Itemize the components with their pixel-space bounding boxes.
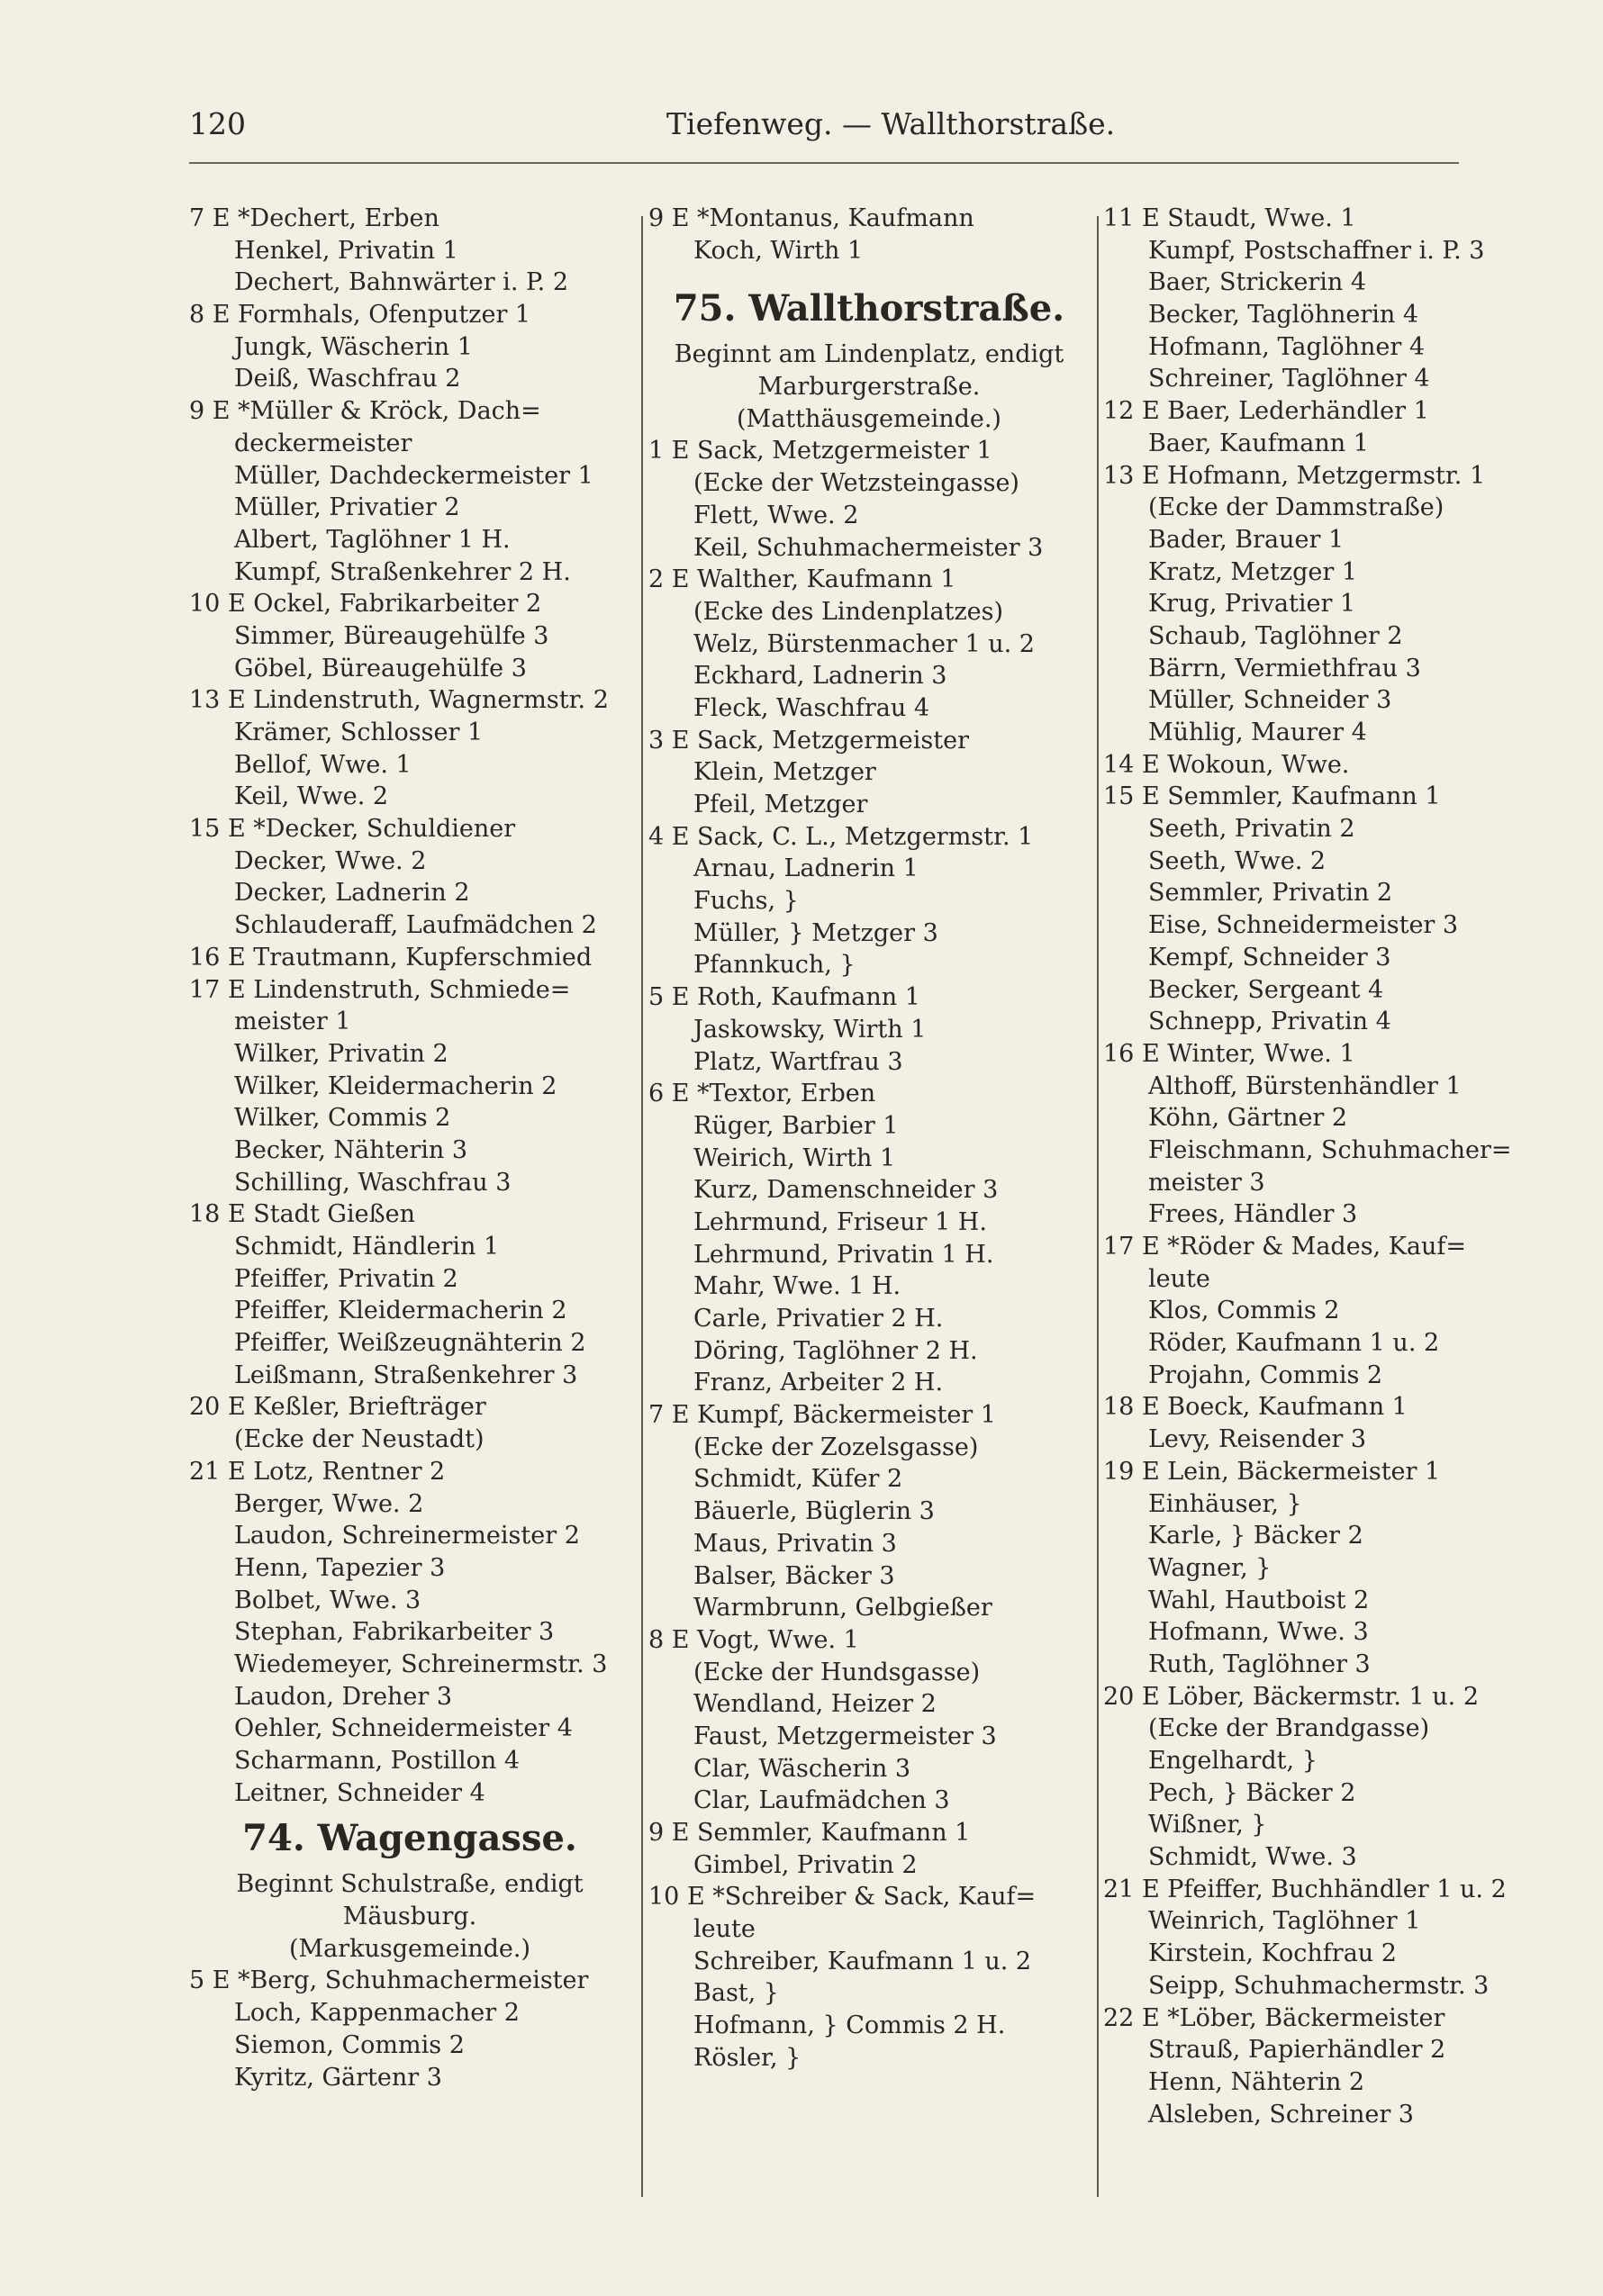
directory-entry: Wilker, Commis 2: [234, 1104, 451, 1133]
directory-entry: Kratz, Metzger 1: [1148, 557, 1358, 586]
directory-entry: Lehrmund, Friseur 1 H.: [693, 1207, 987, 1236]
directory-entry: Faust, Metzgermeister 3: [693, 1722, 997, 1750]
directory-entry: 15 E *Decker, Schuldiener: [189, 815, 516, 844]
directory-entry: deckermeister: [234, 429, 412, 457]
directory-entry: Flett, Wwe. 2: [693, 501, 859, 529]
directory-entry: Pfeiffer, Kleidermacherin 2: [234, 1297, 567, 1325]
directory-entry: Schmidt, Küfer 2: [693, 1465, 903, 1494]
directory-entry: Oehler, Schneidermeister 4: [234, 1714, 573, 1743]
directory-entry: Müller, Schneider 3: [1148, 686, 1392, 715]
directory-entry: Seipp, Schuhmachermstr. 3: [1148, 1971, 1490, 2000]
directory-entry: Wißner, }: [1148, 1811, 1267, 1840]
directory-entry: Pfeiffer, Privatin 2: [234, 1264, 458, 1293]
directory-entry: 10 E *Schreiber & Sack, Kauf=: [648, 1883, 1037, 1912]
directory-entry: Jaskowsky, Wirth 1: [693, 1015, 927, 1044]
directory-entry: Baer, Kaufmann 1: [1148, 429, 1369, 457]
directory-entry: Döring, Taglöhner 2 H.: [693, 1336, 978, 1365]
directory-entry: Einhäuser, }: [1148, 1489, 1302, 1518]
directory-entry: Bolbet, Wwe. 3: [234, 1586, 421, 1614]
directory-entry: Deiß, Waschfrau 2: [234, 365, 461, 393]
directory-entry: Krämer, Schlosser 1: [234, 719, 484, 746]
directory-entry: Carle, Privatier 2 H.: [693, 1305, 944, 1333]
directory-entry: Röder, Kaufmann 1 u. 2: [1148, 1329, 1440, 1358]
directory-entry: 8 E Vogt, Wwe. 1: [648, 1625, 859, 1654]
directory-entry: 16 E Winter, Wwe. 1: [1103, 1039, 1355, 1068]
directory-entry: Krug, Privatier 1: [1148, 590, 1356, 619]
directory-entry: Eise, Schneidermeister 3: [1148, 911, 1459, 940]
directory-entry: Mühlig, Maurer 4: [1148, 719, 1367, 746]
directory-entry: Arnau, Ladnerin 1: [693, 854, 919, 883]
directory-entry: Henn, Nähterin 2: [1148, 2067, 1365, 2096]
directory-entry: 21 E Lotz, Rentner 2: [189, 1457, 446, 1486]
directory-entry: 18 E Boeck, Kaufmann 1: [1103, 1393, 1408, 1422]
directory-entry: Stephan, Fabrikarbeiter 3: [234, 1618, 555, 1647]
directory-entry: Schlauderaff, Laufmädchen 2: [234, 911, 597, 940]
directory-entry: 1 E Sack, Metzgermeister 1: [648, 437, 992, 466]
directory-entry: Weinrich, Taglöhner 1: [1148, 1907, 1421, 1936]
directory-entry: 13 E Lindenstruth, Wagnermstr. 2: [189, 686, 609, 715]
directory-entry: Müller, Privatier 2: [234, 493, 460, 522]
directory-entry: Schreiber, Kaufmann 1 u. 2: [693, 1947, 1032, 1975]
running-title: Tiefenweg. — Wallthorstraße.: [666, 106, 1116, 141]
directory-entry: Decker, Wwe. 2: [234, 846, 427, 875]
column-3: [1103, 203, 1512, 2130]
directory-entry: 9 E Semmler, Kaufmann 1: [648, 1819, 971, 1847]
directory-entry: Laudon, Dreher 3: [234, 1682, 453, 1711]
directory-entry: Schaub, Taglöhner 2: [1148, 621, 1403, 650]
directory-entry: Schilling, Waschfrau 3: [234, 1168, 512, 1197]
directory-entry: Berger, Wwe. 2: [234, 1489, 424, 1518]
directory-entry: Loch, Kappenmacher 2: [234, 1999, 520, 2028]
directory-entry: Fleischmann, Schuhmacher=: [1148, 1135, 1512, 1164]
directory-entry: 4 E Sack, C. L., Metzgermstr. 1: [648, 822, 1034, 851]
directory-entry: Bast, }: [693, 1979, 779, 2008]
directory-entry: 18 E Stadt Gießen: [189, 1200, 415, 1229]
directory-entry: 6 E *Textor, Erben: [648, 1080, 876, 1108]
section-description: Marburgerstraße.: [757, 373, 981, 402]
directory-entry: Becker, Taglöhnerin 4: [1148, 301, 1419, 330]
directory-entry: Ruth, Taglöhner 3: [1148, 1650, 1371, 1678]
directory-entry: Rüger, Barbier 1: [693, 1111, 899, 1140]
directory-entry: Lehrmund, Privatin 1 H.: [693, 1240, 994, 1269]
directory-entry: Strauß, Papierhändler 2: [1148, 2036, 1446, 2065]
directory-entry: Fuchs, }: [693, 887, 799, 916]
column-divider-1: [641, 216, 643, 2197]
directory-entry: Becker, Sergeant 4: [1148, 975, 1384, 1004]
column-2: [648, 203, 1090, 2075]
directory-entry: Schmidt, Händlerin 1: [234, 1233, 500, 1261]
directory-entry: leute: [1148, 1264, 1210, 1293]
directory-entry: Leißmann, Straßenkehrer 3: [234, 1360, 578, 1389]
directory-entry: (Ecke der Wetzsteingasse): [693, 469, 1019, 498]
directory-entry: Laudon, Schreinermeister 2: [234, 1522, 580, 1550]
directory-entry: Siemon, Commis 2: [234, 2030, 465, 2059]
directory-entry: Klos, Commis 2: [1148, 1297, 1340, 1325]
directory-entry: Engelhardt, }: [1148, 1747, 1318, 1775]
directory-entry: Wahl, Hautboist 2: [1148, 1586, 1370, 1614]
directory-entry: 5 E *Berg, Schuhmachermeister: [189, 1966, 589, 1995]
directory-entry: Klein, Metzger: [693, 758, 876, 787]
directory-entry: Schnepp, Privatin 4: [1148, 1008, 1391, 1036]
directory-entry: Franz, Arbeiter 2 H.: [693, 1369, 944, 1397]
directory-entry: (Ecke der Dammstraße): [1148, 493, 1445, 522]
directory-entry: Pfeiffer, Weißzeugnähterin 2: [234, 1329, 586, 1358]
directory-entry: Bäuerle, Büglerin 3: [693, 1497, 935, 1526]
directory-entry: Hofmann, } Commis 2 H.: [693, 2011, 1006, 2040]
directory-entry: Kumpf, Postschaffner i. P. 3: [1148, 236, 1485, 265]
directory-entry: Clar, Wäscherin 3: [693, 1754, 911, 1783]
directory-entry: (Ecke der Neustadt): [234, 1425, 485, 1454]
directory-entry: Scharmann, Postillon 4: [234, 1747, 520, 1775]
directory-entry: 20 E Keßler, Briefträger: [189, 1393, 486, 1422]
directory-entry: Wilker, Privatin 2: [234, 1039, 448, 1068]
directory-entry: Wagner, }: [1148, 1553, 1272, 1582]
directory-entry: 9 E *Müller & Kröck, Dach=: [189, 397, 541, 426]
directory-entry: 17 E Lindenstruth, Schmiede=: [189, 975, 571, 1004]
directory-entry: Seeth, Privatin 2: [1148, 815, 1355, 844]
directory-entry: Warmbrunn, Gelbgießer: [693, 1594, 992, 1623]
directory-entry: Simmer, Büreaugehülfe 3: [234, 621, 549, 650]
directory-entry: Becker, Nähterin 3: [234, 1135, 468, 1164]
directory-entry: Wilker, Kleidermacherin 2: [234, 1071, 557, 1100]
directory-entry: 15 E Semmler, Kaufmann 1: [1103, 782, 1441, 811]
directory-entry: Jungk, Wäscherin 1: [234, 332, 473, 361]
directory-entry: Kempf, Schneider 3: [1148, 943, 1391, 972]
directory-entry: Kirstein, Kochfrau 2: [1148, 1939, 1397, 1968]
directory-entry: Wendland, Heizer 2: [693, 1690, 937, 1719]
directory-entry: (Ecke der Zozelsgasse): [693, 1433, 979, 1461]
directory-entry: Leitner, Schneider 4: [234, 1778, 485, 1807]
directory-entry: Balser, Bäcker 3: [693, 1561, 895, 1590]
directory-entry: 10 E Ockel, Fabrikarbeiter 2: [189, 590, 542, 619]
header-rule: [189, 162, 1459, 164]
directory-entry: Kumpf, Straßenkehrer 2 H.: [234, 557, 571, 586]
directory-entry: 11 E Staudt, Wwe. 1: [1103, 204, 1356, 232]
directory-entry: Clar, Laufmädchen 3: [693, 1786, 950, 1815]
directory-entry: Rösler, }: [693, 2043, 802, 2072]
directory-entry: Hofmann, Taglöhner 4: [1148, 332, 1426, 361]
directory-entry: Kyritz, Gärtenr 3: [234, 2063, 442, 2092]
directory-entry: Henn, Tapezier 3: [234, 1553, 446, 1582]
directory-entry: Schmidt, Wwe. 3: [1148, 1843, 1357, 1872]
directory-entry: Decker, Ladnerin 2: [234, 879, 470, 908]
directory-entry: 13 E Hofmann, Metzgermstr. 1: [1103, 461, 1486, 490]
directory-entry: Eckhard, Ladnerin 3: [693, 662, 947, 691]
section-description: (Markusgemeinde.): [288, 1934, 531, 1963]
directory-entry: Henkel, Privatin 1: [234, 236, 458, 265]
directory-entry: Fleck, Waschfrau 4: [693, 693, 930, 722]
column-divider-2: [1097, 216, 1099, 2197]
directory-entry: Althoff, Bürstenhändler 1: [1148, 1071, 1462, 1100]
directory-entry: Gimbel, Privatin 2: [693, 1850, 918, 1879]
directory-entry: Keil, Schuhmachermeister 3: [693, 533, 1044, 562]
directory-entry: Hofmann, Wwe. 3: [1148, 1618, 1369, 1647]
directory-entry: Göbel, Büreaugehülfe 3: [234, 654, 527, 682]
directory-entry: 21 E Pfeiffer, Buchhändler 1 u. 2: [1103, 1875, 1507, 1903]
spacer: [648, 267, 1090, 279]
directory-entry: Pech, } Bäcker 2: [1148, 1778, 1356, 1807]
directory-entry: 14 E Wokoun, Wwe.: [1103, 750, 1350, 779]
section-heading: 74. Wagengasse.: [242, 1817, 577, 1860]
directory-entry: Maus, Privatin 3: [693, 1529, 897, 1558]
directory-entry: 20 E Löber, Bäckermstr. 1 u. 2: [1103, 1682, 1479, 1711]
directory-entry: 5 E Roth, Kaufmann 1: [648, 983, 920, 1012]
directory-entry: (Ecke der Hundsgasse): [693, 1658, 981, 1686]
directory-entry: 2 E Walther, Kaufmann 1: [648, 565, 956, 594]
directory-entry: Müller, } Metzger 3: [693, 918, 938, 947]
directory-entry: 16 E Trautmann, Kupferschmied: [189, 943, 593, 972]
directory-entry: Köhn, Gärtner 2: [1148, 1104, 1348, 1133]
directory-entry: Müller, Dachdeckermeister 1: [234, 461, 593, 490]
directory-entry: Wiedemeyer, Schreinermstr. 3: [234, 1650, 608, 1678]
directory-entry: (Ecke des Lindenplatzes): [693, 597, 1004, 626]
directory-entry: 17 E *Röder & Mades, Kauf=: [1103, 1233, 1466, 1261]
section-description: (Matthäusgemeinde.): [737, 404, 1001, 433]
directory-entry: Weirich, Wirth 1: [693, 1143, 896, 1172]
directory-entry: Baer, Strickerin 4: [1148, 268, 1367, 297]
directory-entry: Alsleben, Schreiner 3: [1148, 2100, 1414, 2129]
directory-entry: 12 E Baer, Lederhändler 1: [1103, 397, 1429, 426]
directory-entry: Welz, Bürstenmacher 1 u. 2: [693, 629, 1035, 658]
directory-entry: Pfeil, Metzger: [693, 791, 868, 818]
directory-entry: Pfannkuch, }: [693, 951, 856, 980]
directory-entry: Mahr, Wwe. 1 H.: [693, 1272, 901, 1301]
section-description: Beginnt am Lindenplatz, endigt: [674, 340, 1064, 369]
directory-entry: leute: [693, 1915, 756, 1944]
directory-entry: Frees, Händler 3: [1148, 1200, 1358, 1229]
directory-entry: Karle, } Bäcker 2: [1148, 1522, 1363, 1550]
section-description: Beginnt Schulstraße, endigt: [236, 1870, 584, 1899]
directory-entry: 9 E *Montanus, Kaufmann: [648, 204, 974, 232]
directory-entry: meister 3: [1148, 1168, 1265, 1197]
directory-entry: 3 E Sack, Metzgermeister: [648, 726, 969, 755]
column-1: [189, 203, 630, 2093]
directory-entry: Schreiner, Taglöhner 4: [1148, 365, 1430, 393]
directory-entry: 7 E Kumpf, Bäckermeister 1: [648, 1401, 996, 1430]
directory-entry: Platz, Wartfrau 3: [693, 1047, 903, 1076]
directory-entry: 7 E *Dechert, Erben: [189, 204, 439, 232]
directory-entry: Projahn, Commis 2: [1148, 1360, 1383, 1389]
page-header: [189, 106, 1450, 160]
directory-entry: Kurz, Damenschneider 3: [693, 1176, 999, 1205]
page-number: 120: [189, 106, 246, 141]
directory-entry: Koch, Wirth 1: [693, 236, 864, 265]
directory-entry: meister 1: [234, 1008, 351, 1036]
directory-entry: Seeth, Wwe. 2: [1148, 846, 1327, 875]
directory-entry: 8 E Formhals, Ofenputzer 1: [189, 301, 531, 330]
directory-entry: Semmler, Privatin 2: [1148, 879, 1393, 908]
section-description: Mäusburg.: [342, 1903, 477, 1931]
directory-entry: 19 E Lein, Bäckermeister 1: [1103, 1457, 1441, 1486]
directory-entry: Dechert, Bahnwärter i. P. 2: [234, 268, 569, 297]
directory-entry: Albert, Taglöhner 1 H.: [234, 525, 511, 554]
directory-entry: 22 E *Löber, Bäckermeister: [1103, 2003, 1445, 2032]
directory-entry: Bellof, Wwe. 1: [234, 750, 412, 779]
directory-entry: (Ecke der Brandgasse): [1148, 1714, 1430, 1743]
section-heading: 75. Wallthorstraße.: [673, 287, 1065, 330]
directory-entry: Keil, Wwe. 2: [234, 782, 389, 811]
directory-entry: Bader, Brauer 1: [1148, 525, 1345, 554]
directory-entry: Levy, Reisender 3: [1148, 1425, 1367, 1454]
directory-entry: Bärrn, Vermiethfrau 3: [1148, 654, 1421, 682]
